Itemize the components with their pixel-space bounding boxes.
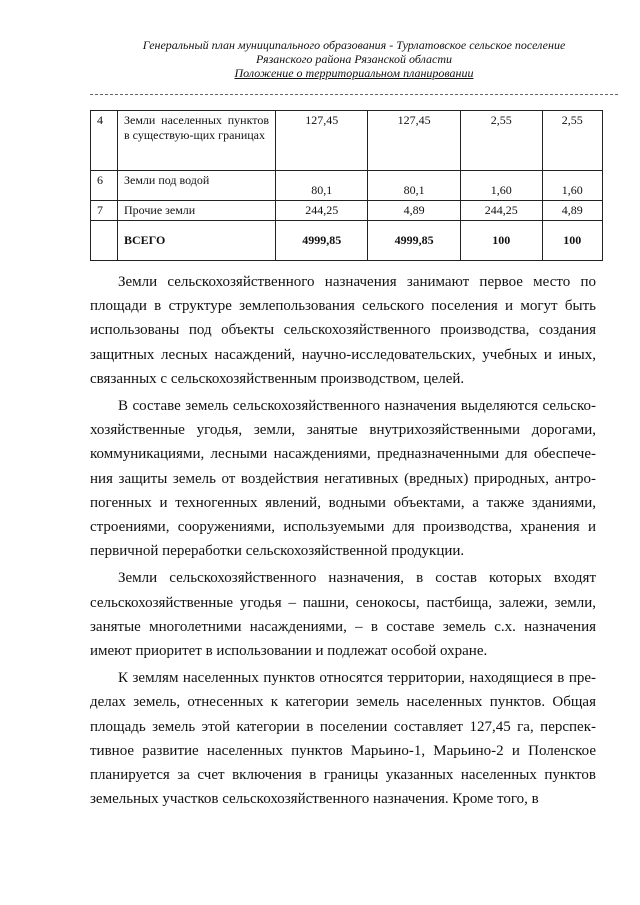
- row-value: 4,89: [368, 201, 460, 221]
- table-row-total: [91, 221, 603, 261]
- row-value: 80,1: [276, 171, 368, 201]
- row-name: Земли под водой: [118, 171, 276, 201]
- row-number: 6: [91, 171, 118, 201]
- row-value: 4999,85: [368, 221, 460, 261]
- row-value: 2,55: [542, 111, 602, 171]
- row-number: 4: [91, 111, 118, 171]
- row-value: 1,60: [542, 171, 602, 201]
- row-name: Прочие земли: [118, 201, 276, 221]
- row-number: [91, 221, 118, 261]
- row-number: 7: [91, 201, 118, 221]
- table-row: [91, 111, 603, 171]
- row-value: 4,89: [542, 201, 602, 221]
- paragraph: Земли сельскохозяйственного назначения занимают первое место по площади в структуре землепользования сельского поселения и могут быть использованы под объекты сельскохозяйственного производства, создания защитных лесных насаждений, научно-исследовательских, учебных и иных, связанных с сельскохозяйственным производством, целей.: [90, 274, 596, 387]
- row-value: 127,45: [276, 111, 368, 171]
- page-header: [90, 38, 618, 80]
- header-line-1: Генеральный план муниципального образования - Турлатовское сельское поселение: [142, 38, 566, 52]
- row-value: 2,55: [460, 111, 542, 171]
- row-value: 244,25: [460, 201, 542, 221]
- row-name: Земли населенных пунктов в существую-щих границах: [118, 111, 276, 171]
- land-table: [90, 110, 603, 261]
- row-value: 80,1: [368, 171, 460, 201]
- table-row: [91, 201, 603, 221]
- row-value: 244,25: [276, 201, 368, 221]
- paragraph: В составе земель сельскохозяйственного назначения выделяются сельско-хозяйственные угодья, земли, занятые внутрихозяйственными дорогами, коммуникациями, лесными насаждениями, предназначенными для обеспече-ния защиты земель от воздействия негативных (вредных) природных, антро-погенных и техногенных явлений, водными объектами, а также зданиями, строениями, сооружениями, используемыми для производства, хранения и первичной переработки сельскохозяйственной продукции.: [90, 398, 596, 560]
- row-value: 4999,85: [276, 221, 368, 261]
- paragraph: Земли сельскохозяйственного назначения, в состав которых входят сельскохозяйственные угодья – пашни, сенокосы, пастбища, залежи, земли, занятые многолетними насаждениями, – в составе земель с.х. назначения имеют приоритет в использовании и подлежат особой охране.: [90, 570, 596, 660]
- row-value: 100: [460, 221, 542, 261]
- row-value: 1,60: [460, 171, 542, 201]
- row-value: 127,45: [368, 111, 460, 171]
- body-text: [90, 270, 596, 811]
- row-name: ВСЕГО: [118, 221, 276, 261]
- header-line-2: Рязанского района Рязанской области: [255, 52, 453, 66]
- row-value: 100: [542, 221, 602, 261]
- paragraph: К землям населенных пунктов относятся территории, находящиеся в пре-делах земель, отнесенных к категории земель населенных пунктов. Общая площадь земель этой категории в поселении составляет 127,45 га, перспек-тивное развитие населенных пунктов Марьино-1, Марьино-2 и Поленское планируется за счет включения в границы указанных населенных пунктов земельных участков сельскохозяйственного назначения. Кроме того, в: [90, 670, 596, 808]
- table-row: [91, 171, 603, 201]
- header-divider: [90, 94, 618, 95]
- header-line-3: Положение о территориальном планировании: [234, 66, 474, 80]
